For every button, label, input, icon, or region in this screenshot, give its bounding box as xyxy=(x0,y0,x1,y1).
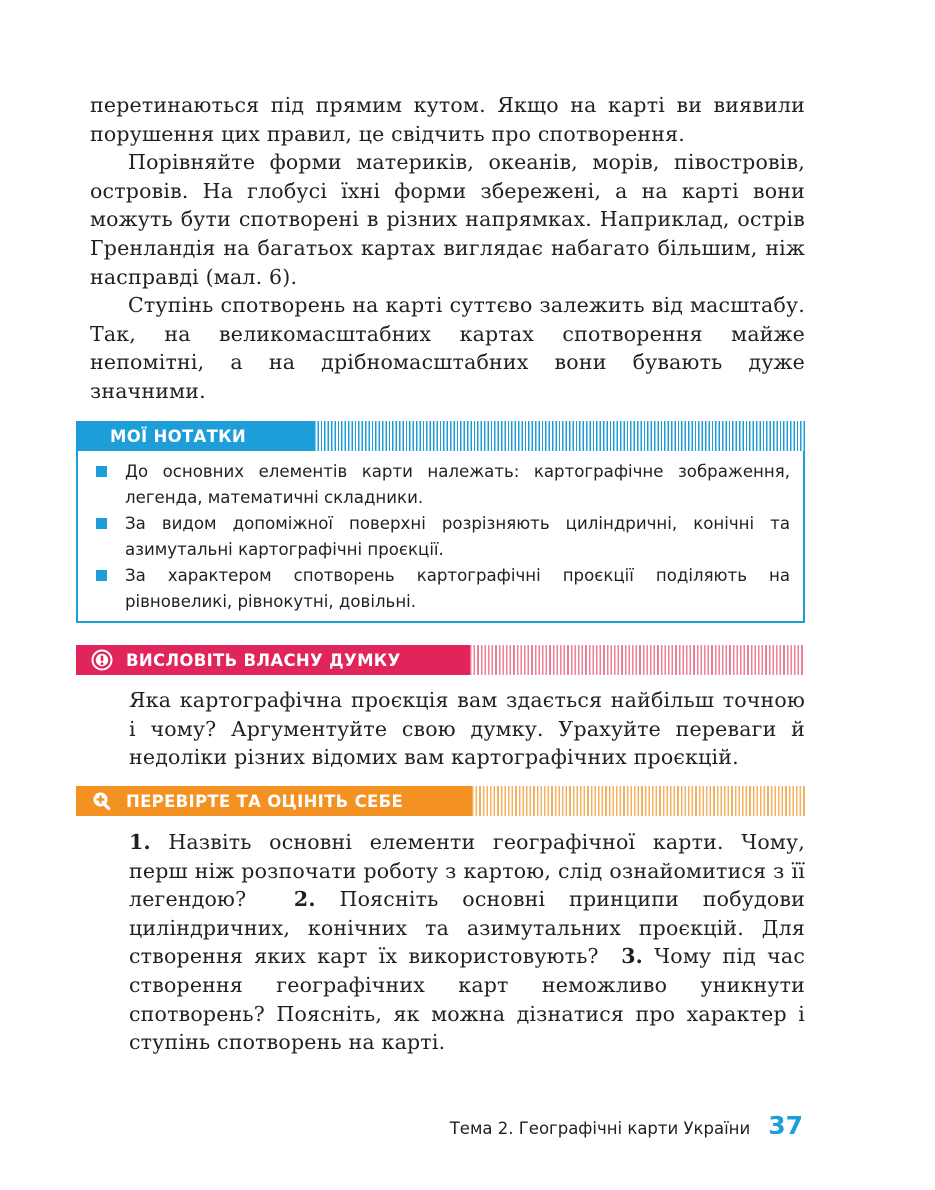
opinion-hatch-decoration xyxy=(470,645,805,675)
question-3-number: 3. xyxy=(621,944,644,969)
paragraph-2: Порівняйте форми материків, океанів, морів, півостровів, островів. На глобусі їхні форми збережені, а на карті вони можуть бути спотворені в різних напрямках. Наприклад, острів Гренландія на багатьох картах виглядає набагато більшим, ніж насправді (мал. 6). xyxy=(90,150,805,289)
question-1-number: 1. xyxy=(129,830,151,854)
notes-hatch-decoration xyxy=(314,421,805,451)
notes-item: До основних елементів карти належать: картографічне зображення, легенда, математичні складники. xyxy=(96,459,790,510)
page-number: 37 xyxy=(768,1111,803,1140)
notes-header xyxy=(76,421,805,451)
opinion-header xyxy=(76,645,805,675)
check-hatch-decoration xyxy=(472,786,805,816)
check-questions xyxy=(129,828,805,1057)
paragraph-1: перетинаються під прямим кутом. Якщо на карті ви виявили порушення цих правил, це свідчить про спотворення. xyxy=(90,93,805,146)
check-header xyxy=(76,786,805,816)
notes-item: За характером спотворень картографічні проєкції поділяють на рівновеликі, рівнокутні, довільні. xyxy=(96,563,790,614)
square-bullet-icon xyxy=(96,466,107,477)
paragraph-3: Ступінь спотворень на карті суттєво залежить від масштабу. Так, на великомасштабних картах спотворення майже непомітні, а на дрібномасштабних вони бувають дуже значними. xyxy=(90,293,805,403)
opinion-text: Яка картографічна проєкція вам здається найбільш точною і чому? Аргументуйте свою думку. Урахуйте переваги й недоліки різних відомих вам картографічних проєкцій. xyxy=(129,688,805,770)
notes-item: За видом допоміжної поверхні розрізняють циліндричні, конічні та азимутальні картографічні проєкції. xyxy=(96,511,790,562)
square-bullet-icon xyxy=(96,570,107,581)
check-title: ПЕРЕВІРТЕ ТА ОЦІНІТЬ СЕБЕ xyxy=(126,791,404,811)
magnifier-plus-icon xyxy=(91,790,113,812)
footer-topic: Тема 2. Географічні карти України xyxy=(449,1119,751,1138)
question-2-number: 2. xyxy=(293,887,316,912)
question-3: Чому під час створення географічних карт неможливо уникнути спотворень? Поясніть, як можна дізнатися про характер і ступінь спотворень на карті. xyxy=(129,944,806,1055)
notes-list xyxy=(96,459,790,615)
notes-title: МОЇ НОТАТКИ xyxy=(76,421,314,451)
exclamation-circle-icon xyxy=(91,649,113,671)
question-2: Поясніть основні принципи побудови циліндричних, конічних та азимутальних проєкцій. Для створення яких карт їх використовують? xyxy=(129,887,805,969)
square-bullet-icon xyxy=(96,518,107,529)
page-footer xyxy=(450,1111,803,1140)
question-1: Назвіть основні елементи географічної карти. Чому, перш ніж розпочати роботу з картою, слід ознайомитися з її легендою? xyxy=(129,830,805,912)
opinion-title: ВИСЛОВІТЬ ВЛАСНУ ДУМКУ xyxy=(126,650,401,670)
main-text xyxy=(90,91,805,406)
